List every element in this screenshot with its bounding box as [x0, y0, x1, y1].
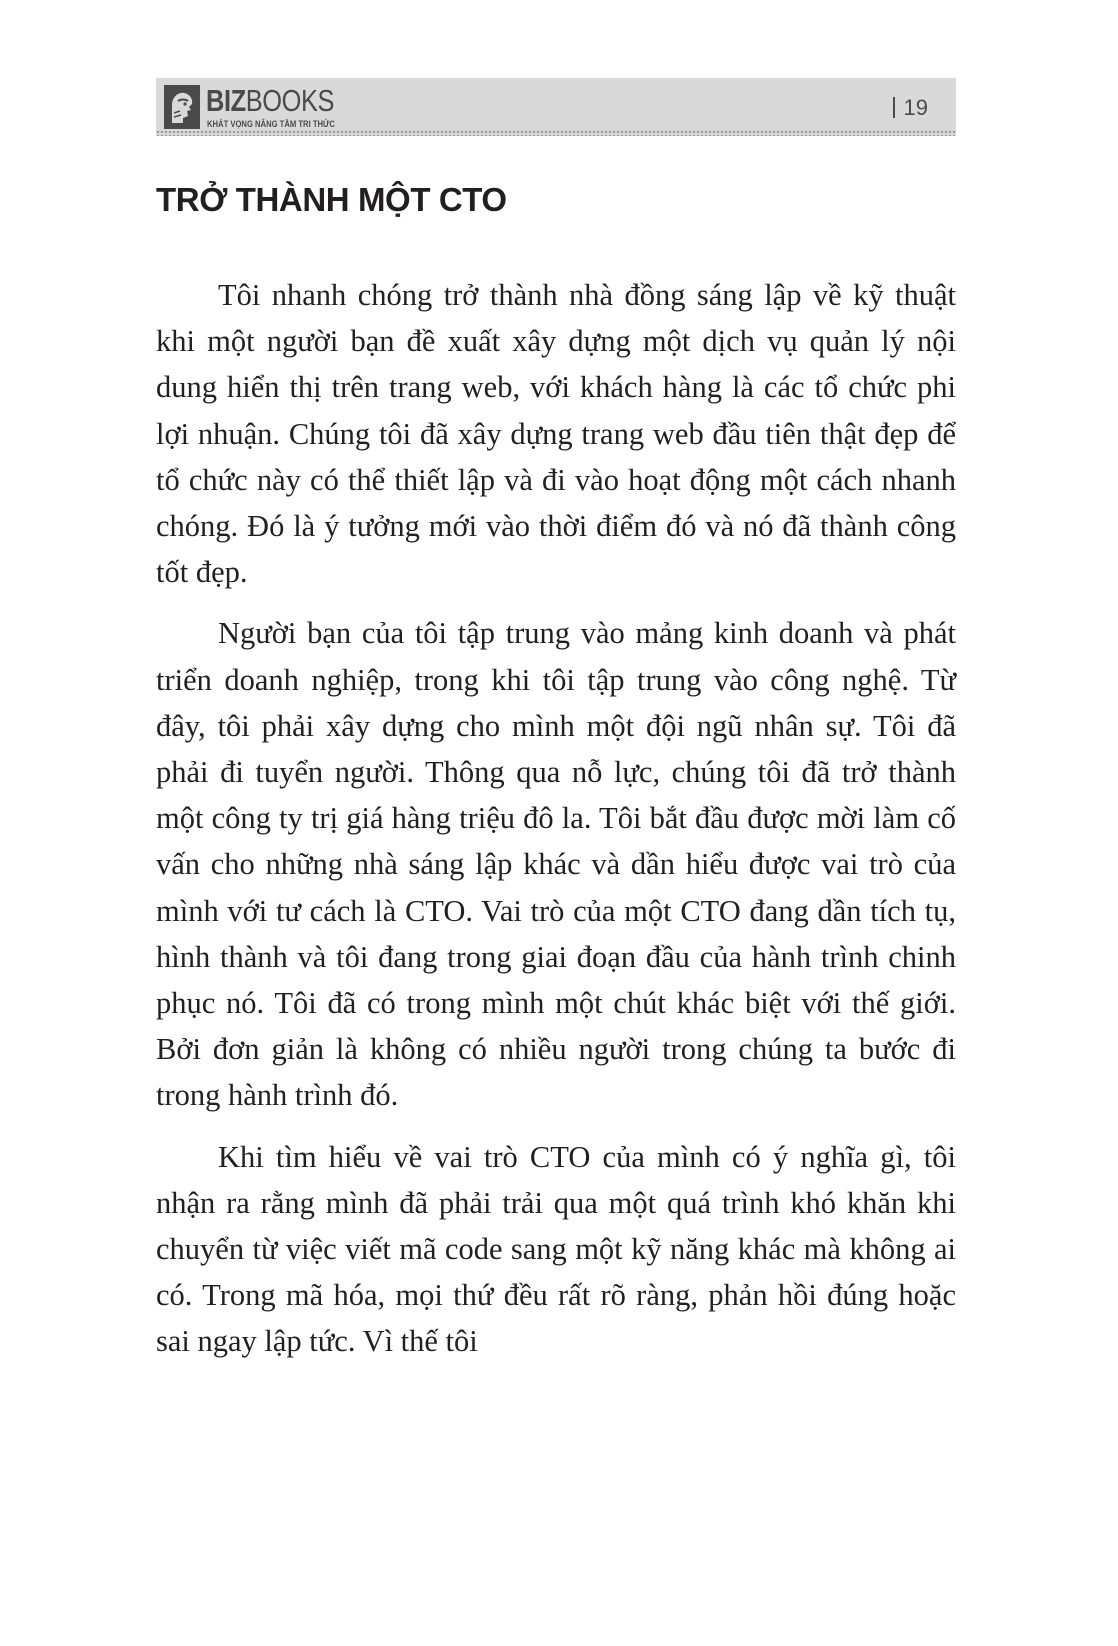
brand-name [206, 84, 334, 118]
bizbooks-logo-icon [164, 85, 200, 129]
brand-name-rest: BOOKS [245, 83, 335, 118]
page-number-value: 19 [903, 95, 928, 120]
paragraph: Khi tìm hiểu về vai trò CTO của mình có ý nghĩa gì, tôi nhận ra rằng mình đã phải trải qua một quá trình khó khăn khi chuyển từ việc viết mã code sang một kỹ năng khác mà không ai có. Trong mã hóa, mọi thứ đều rất rõ ràng, phản hồi đúng hoặc sai ngay lập tức. Vì thế tôi [156, 1139, 956, 1359]
header-dotted-border [156, 130, 956, 136]
paragraph: Tôi nhanh chóng trở thành nhà đồng sáng lập về kỹ thuật khi một người bạn đề xuất xây dựng một dịch vụ quản lý nội dung hiển thị trên trang web, với khách hàng là các tổ chức phi lợi nhuận. Chúng tôi đã xây dựng trang web đầu tiên thật đẹp để tổ chức này có thể thiết lập và đi vào hoạt động một cách nhanh chóng. Đó là ý tưởng mới vào thời điểm đó và nó đã thành công tốt đẹp. [156, 278, 956, 590]
paragraph: Người bạn của tôi tập trung vào mảng kinh doanh và phát triển doanh nghiệp, trong khi tôi tập trung vào công nghệ. Từ đây, tôi phải xây dựng cho mình một đội ngũ nhân sự. Tôi đã phải đi tuyển người. Thông qua nỗ lực, chúng tôi đã trở thành một công ty trị giá hàng triệu đô la. Tôi bắt đầu được mời làm cố vấn cho những nhà sáng lập khác và dần hiểu được vai trò của mình với tư cách là CTO. Vai trò của một CTO đang dần tích tụ, hình thành và tôi đang trong giai đoạn đầu của hành trình chinh phục nó. Tôi đã có trong mình một chút khác biệt với thế giới. Bởi đơn giản là không có nhiều người trong chúng ta bước đi trong hành trình đó. [156, 616, 956, 1113]
page-number [893, 95, 928, 121]
running-header [156, 78, 956, 136]
body-text [156, 272, 956, 1380]
brand-name-bold: BIZ [206, 83, 246, 118]
chapter-title: TRỞ THÀNH MỘT CTO [156, 181, 507, 218]
page-number-separator [893, 97, 895, 118]
brand-tagline: KHÁT VỌNG NÂNG TẦM TRI THỨC [207, 119, 335, 129]
